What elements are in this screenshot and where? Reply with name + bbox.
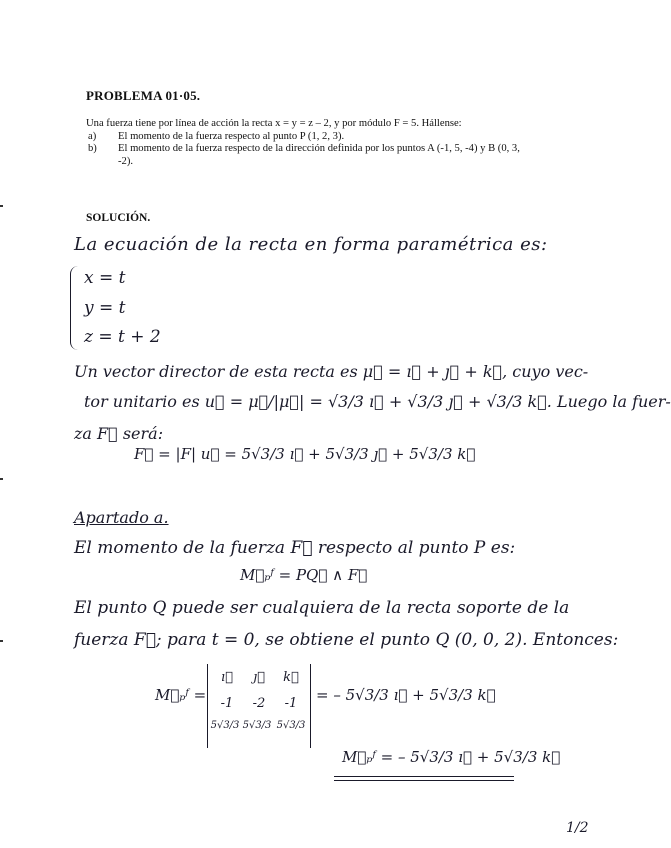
- matrix-cell-1-1: ı⃗: [221, 670, 233, 685]
- matrix-cell-2-3: -1: [284, 696, 298, 711]
- matrix-cell-3-2: 5√3/3: [242, 720, 272, 731]
- system-brace: [70, 266, 81, 350]
- param-eq-x: x = t: [84, 268, 126, 288]
- hw-line-point-q-value: fuerza F⃗; para t = 0, se obtiene el punto Q (0, 0, 2). Entonces:: [74, 630, 619, 650]
- matrix-cell-2-1: -1: [220, 696, 234, 711]
- scan-mark: [0, 640, 3, 642]
- param-eq-z: z = t + 2: [84, 327, 161, 347]
- matrix-cell-3-3: 5√3/3: [276, 720, 306, 731]
- hw-line-moment-intro: El momento de la fuerza F⃗ respecto al punto P es:: [74, 538, 516, 558]
- item-b: [88, 143, 526, 168]
- scan-mark: [0, 478, 3, 480]
- item-a-text: El momento de la fuerza respecto al punto P (1, 2, 3).: [118, 130, 345, 142]
- final-double-underline: [334, 780, 514, 781]
- hw-line-director-vector: Un vector director de esta recta es μ⃗ = ı⃗ + ȷ⃗ + k⃗, cuyo vec-: [74, 362, 589, 381]
- matrix-result: = – 5√3/3 ı⃗ + 5√3/3 k⃗: [316, 686, 496, 704]
- item-b-label: b): [88, 143, 97, 154]
- subheading-apartado-a: Apartado a.: [74, 508, 169, 527]
- hw-force-vector: F⃗ = |F| u⃗ = 5√3/3 ı⃗ + 5√3/3 ȷ⃗ + 5√3/3 k⃗: [134, 445, 476, 463]
- item-a-label: a): [88, 130, 97, 142]
- hw-line-force-intro: za F⃗ será:: [74, 424, 164, 443]
- matrix-cell-3-1: 5√3/3: [210, 720, 240, 731]
- item-a: [88, 130, 526, 144]
- problem-statement: [86, 118, 526, 168]
- matrix-cell-1-2: ȷ⃗: [253, 670, 265, 685]
- hw-line-parametric-intro: La ecuación de la recta en forma paramétrica es:: [74, 234, 548, 255]
- hw-line-unit-vector: tor unitario es u⃗ = μ⃗/|μ⃗| = √3/3 ı⃗ + √3/3 ȷ⃗ + √3/3 k⃗. Luego la fuer-: [84, 392, 671, 411]
- hw-moment-formula: M⃗ₚᶠ = PQ⃗ ∧ F⃗: [240, 566, 368, 584]
- solution-heading: SOLUCIÓN.: [86, 212, 151, 224]
- matrix-label: M⃗ₚᶠ =: [155, 686, 207, 704]
- matrix-cell-1-3: k⃗: [283, 670, 299, 685]
- final-underline: [334, 776, 514, 777]
- statement-text: Una fuerza tiene por línea de acción la recta x = y = z – 2, y por módulo F = 5. Hállense:: [86, 118, 462, 129]
- page-number: 1/2: [566, 820, 589, 836]
- scan-mark: [0, 205, 3, 207]
- hw-line-point-q: El punto Q puede ser cualquiera de la recta soporte de la: [74, 598, 570, 618]
- determinant-matrix: [207, 664, 311, 748]
- problem-title: PROBLEMA 01·05.: [86, 88, 201, 103]
- item-b-text: El momento de la fuerza respecto de la dirección definida por los puntos A (-1, 5, -4) y B (0, 3, -2).: [118, 143, 520, 167]
- param-eq-y: y = t: [84, 298, 126, 318]
- final-result: M⃗ₚᶠ = – 5√3/3 ı⃗ + 5√3/3 k⃗: [342, 748, 561, 766]
- matrix-cell-2-2: -2: [252, 696, 266, 711]
